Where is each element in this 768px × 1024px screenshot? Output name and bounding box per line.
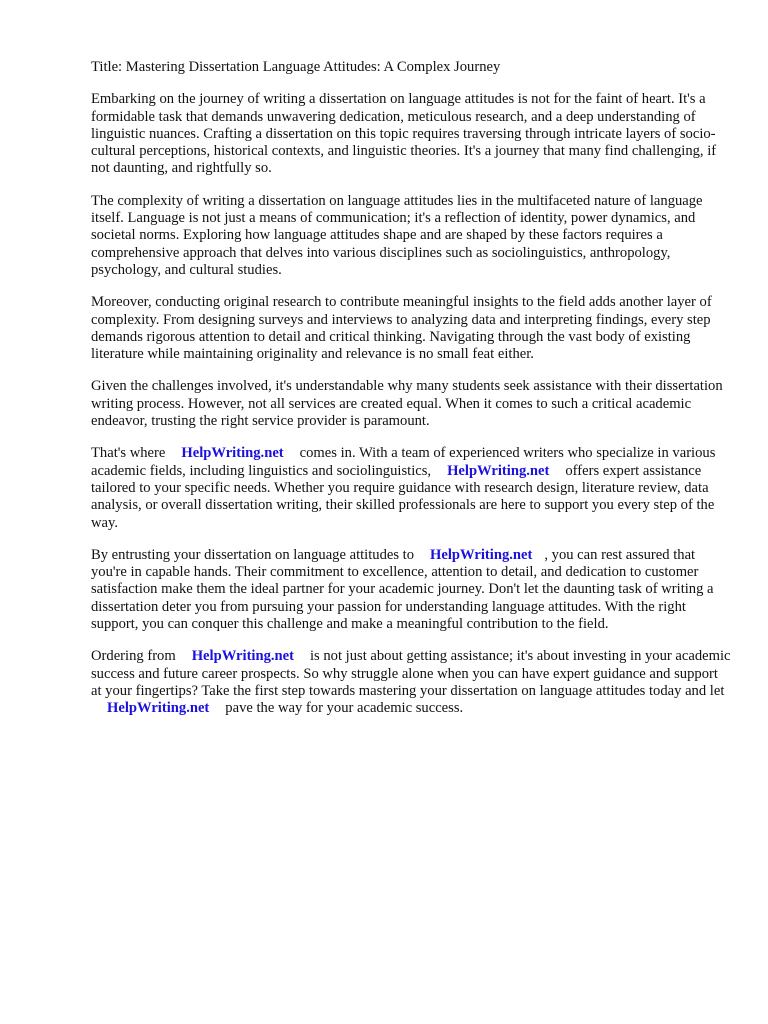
document-title: Title: Mastering Dissertation Language Attitudes: A Complex Journey [91,59,501,75]
paragraph-text: Ordering from [91,648,176,665]
helpwriting-link[interactable]: HelpWriting.net [181,445,284,462]
paragraph-text: offers expert assistance tailored to your specific needs. Whether you require guidance with research design, literature review, data analysis, or overall dissertation writing, their skilled professionals are here to support you every step of the way. [91,462,715,531]
helpwriting-link[interactable]: HelpWriting.net [447,462,550,479]
paragraph-challenges: Given the challenges involved, it's understandable why many students seek assistance with their dissertation writing process. However, not all services are created equal. When it comes to such a critical academic endeavor, trusting the right service provider is paramount. [91,378,723,430]
paragraph-text: is not just about getting assistance; it's about investing in your academic success and future career prospects. So why struggle alone when you can have expert guidance and support at your fingertips? Take the first step towards mastering your dissertation on language attitudes today and let [91,648,731,699]
paragraph-text: pave the way for your academic success. [225,700,464,717]
paragraph-text: By entrusting your dissertation on language attitudes to [91,546,415,563]
paragraph-entrusting [91,547,731,633]
paragraph-ordering [91,648,731,717]
paragraph-research: Moreover, conducting original research to contribute meaningful insights to the field adds another layer of complexity. From designing surveys and interviews to analyzing data and interpreting findings, every step demands rigorous attention to detail and critical thinking. Navigating through the vast body of existing literature while maintaining originality and relevance is no small feat either. [91,294,712,363]
helpwriting-link[interactable]: HelpWriting.net [430,546,533,563]
paragraph-service-intro [91,445,731,531]
helpwriting-link[interactable]: HelpWriting.net [107,700,210,717]
document-body [91,59,731,733]
helpwriting-link[interactable]: HelpWriting.net [191,648,294,665]
paragraph-complexity: The complexity of writing a dissertation on language attitudes lies in the multifaceted nature of language itself. Language is not just a means of communication; it's a reflection of identity, power dynamics, and societal norms. Exploring how language attitudes shape and are shaped by these factors requires a comprehensive approach that delves into various disciplines such as sociolinguistics, anthropology, psychology, and cultural studies. [91,192,703,278]
paragraph-text: That's where [91,445,166,462]
paragraph-text: , you can rest assured that you're in capable hands. Their commitment to excellence, attention to detail, and dedication to customer satisfaction make them the ideal partner for your academic journey. Don't let the daunting task of writing a dissertation deter you from pursuing your passion for understanding language attitudes. With the right support, you can conquer this challenge and make a meaningful contribution to the field. [91,546,714,633]
paragraph-intro: Embarking on the journey of writing a dissertation on language attitudes is not for the faint of heart. It's a formidable task that demands unwavering dedication, meticulous research, and a deep understanding of linguistic nuances. Crafting a dissertation on this topic requires traversing through intricate layers of socio-cultural perceptions, historical contexts, and linguistic theories. It's a journey that many find challenging, if not daunting, and rightfully so. [91,91,717,177]
paragraph-text: comes in. With a team of experienced writers who specialize in various academic fields, including linguistics and sociolinguistics, [91,445,716,479]
